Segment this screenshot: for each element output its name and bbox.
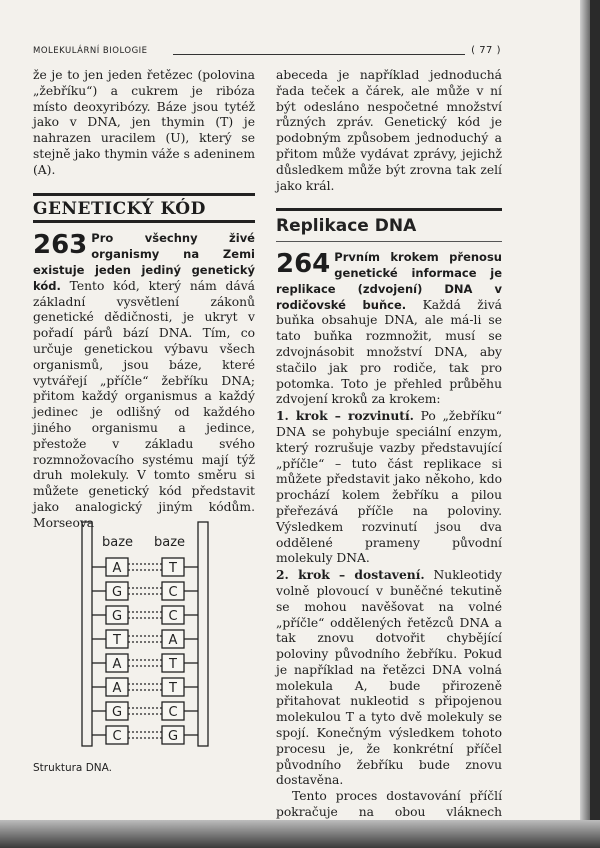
right-base-letter: C (168, 705, 178, 720)
dna-diagram (80, 520, 210, 760)
base-pair (92, 678, 198, 696)
step-2-label: 2. krok – dostavení. (276, 567, 425, 583)
left-strand (82, 522, 92, 746)
step-1-text: Po „žebříku“ DNA se pohybuje speciální enzym, který rozrušuje vazby představující „příčle“ – tuto část replikace si můžete představit jako někoho, kdo prochází kolem žebříku a pilou přeřezává příčle na poloviny. Výsledkem rozvinutí jsou dva oddělené prameny původní molekuly DNA. (276, 409, 502, 566)
diagram-caption: Struktura DNA. (33, 762, 112, 774)
right-base-letter: G (167, 729, 179, 744)
right-base-letter: T (169, 561, 177, 576)
step-1-label: 1. krok – rozvinutí. (276, 408, 414, 424)
book-bottom-shadow (0, 820, 600, 848)
page-edge-shadow (580, 0, 590, 848)
base-label-right: baze (154, 535, 186, 550)
header-rule (173, 54, 465, 55)
entry-264 (276, 250, 502, 408)
running-title: MOLEKULÁRNÍ BIOLOGIE (33, 46, 148, 56)
section-rule-bottom-right (276, 241, 502, 242)
entry-number: 263 (33, 230, 88, 261)
step-1-paragraph (276, 408, 502, 567)
right-strand (198, 522, 208, 746)
entry-heading: Prvním krokem přenosu genetické informace je replikace (zdvojení) DNA v rodičovské buňce. (276, 250, 502, 312)
left-base-letter: G (111, 705, 123, 720)
base-pair (92, 606, 198, 624)
left-base-letter: A (112, 681, 122, 696)
left-base-letter: C (112, 729, 122, 744)
base-pair (92, 726, 198, 744)
section-rule-top (33, 193, 255, 196)
entry-body: Každá živá buňka obsahuje DNA, ale má-li se tato buňka rozmnožit, musí se zdvojnásobit množství DNA, aby stačilo jak pro rodiče, tak pro potomka. Toto je přehled průběhu zdvojení kroků za krokem: (276, 297, 502, 407)
left-base-letter: G (111, 585, 123, 600)
left-base-letter: A (112, 561, 122, 576)
section-title-replication: Replikace DNA (276, 216, 417, 237)
right-intro-paragraph: abeceda je například jednoduchá řada teček a čárek, ale může v ní být odesláno nespočetné množství různých zpráv. Genetický kód je podobným způsobem jednoduchý a přitom může vydávat zprávy, jejichž důsledkem může být zrovna tak zelí jako král. (276, 68, 502, 193)
right-base-letter: A (168, 633, 178, 648)
right-base-letter: T (169, 681, 177, 696)
right-base-letter: C (168, 609, 178, 624)
base-pair (92, 582, 198, 600)
closing-paragraph: Tento proces dostavování příčlí pokračuje na obou vláknech (276, 789, 502, 820)
step-2-text: Nukleotidy volně plovoucí v buněčné tekutině se mohou navěšovat na volné „příčle“ oddělených řetězců DNA a tak znovu dotvořit chybějící poloviny původního žebříku. Pokud je například na řetězci DNA volná molekula A, bude přirozeně přitahovat nukleotid s připojenou molekulou T a tyto dvě molekuly se spojí. Konečným výsledkem tohoto procesu je, že konkrétní příčel původního žebříku bude znovu dostavěna. (276, 568, 502, 788)
left-base-letter: G (111, 609, 123, 624)
entry-heading: Pro všechny živé organismy na Zemi existuje jeden jediný genetický kód. (33, 231, 255, 293)
base-pair (92, 702, 198, 720)
step-2-paragraph (276, 567, 502, 789)
right-base-letter: C (168, 585, 178, 600)
page-header (33, 46, 501, 60)
section-rule-bottom (33, 220, 255, 223)
section-title-genetic-code: GENETICKÝ KÓD (33, 198, 206, 219)
base-pair (92, 654, 198, 672)
right-base-letter: T (169, 657, 177, 672)
base-pair (92, 630, 198, 648)
right-column (276, 68, 502, 848)
page-number: ( 77 ) (471, 45, 501, 56)
dna-ladder-svg (80, 520, 210, 760)
left-intro-paragraph: že je to jen jeden řetězec (polovina „žebříku“) a cukrem je ribóza místo deoxyribózy. Báze jsou tytéž jako v DNA, jen thymin (T) je nahrazen uracilem (U), který se stejně jako thymin váže s adeninem (A). (33, 68, 255, 177)
section-rule-top-right (276, 208, 502, 211)
entry-263 (33, 231, 255, 531)
base-pair (92, 558, 198, 576)
base-label-left: baze (102, 535, 134, 550)
base-pairs-group (92, 558, 198, 744)
entry-number: 264 (276, 249, 331, 280)
entry-body: Tento kód, který nám dává základní vysvětlení zákonů genetické dědičnosti, je ukryt v pořadí párů bází DNA. Tím, co určuje genetickou výbavu všech organismů, jsou báze, které vytvářejí „příčle“ žebříku DNA; přitom každý organismus a každý jedinec je odlišný od každého jiného organismu a jedince, přestože v základu svého rozmnožovacího systému mají týž druh molekuly. V tomto směru si můžete genetický kód představit jako analogický jiným kódům. Morseova (33, 278, 255, 530)
left-base-letter: A (112, 657, 122, 672)
left-base-letter: T (113, 633, 121, 648)
left-column (33, 68, 255, 532)
